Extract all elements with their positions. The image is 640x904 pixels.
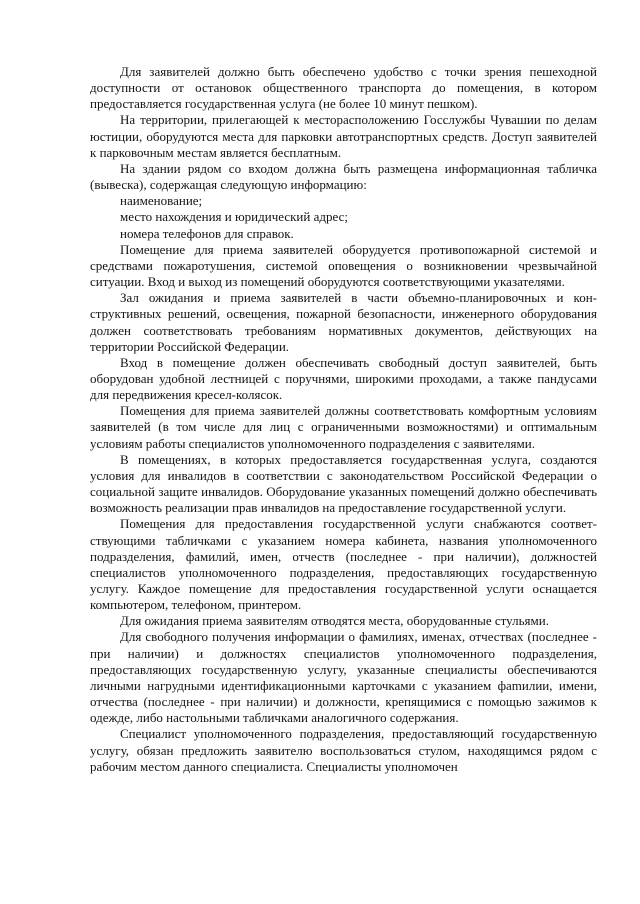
- paragraph-entrance: Вход в помещение должен обеспечивать свободный доступ заявителей, быть оборудован удобной лестницей с поручнями, широкими проходами, а также пандусами для передвижения кресел-колясок.: [90, 354, 597, 403]
- paragraph-comfort: Помещения для приема заявителей должны соответствовать комфортным условиям заявителей (в том числе для лиц с ограниченными возможностями) и оптимальным условиям работы специалистов уполномоченного подразделения с заявителями.: [90, 403, 597, 451]
- paragraph-fire-safety: Помещение для приема заявителей оборудуется противопожарной системой и средствами пожаротушения, системой оповещения о возникновении чрезвычайной ситуации. Вход и выход из помещений оборудуются соответствующими указателями.: [90, 241, 597, 290]
- paragraph-signage: Помещения для предоставления государственной услуги снабжаются соответствующими табличками с указанием номера кабинета, названия уполномоченного подразделения, фамилий, имен, отчеств (последнее - при наличии), должностей специалистов уполномоченного подразделения, предоставляющих государственную услугу. Каждое помещение для предоставления государственной услуги оснащается компьютером, телефоном, принтером.: [90, 516, 597, 613]
- list-item-phones: номера телефонов для справок.: [120, 225, 294, 241]
- document-page: [90, 64, 597, 775]
- paragraph-disabled-access: В помещениях, в которых предоставляется государственная услуга, создаются условия для инвалидов в соответствии с законодательством Российской Федерации о социальной защите инвалидов. Оборудование указанных помещений должно обеспечивать возможность реализации прав инвалидов на предоставление государственной услуги.: [90, 451, 597, 516]
- paragraph-accessibility: Для заявителей должно быть обеспечено удобство с точки зрения пешеходной доступности от остановок общественного транспорта до помещения, в котором предоставляется государственная услуга (не более 10 минут пешком).: [90, 64, 597, 112]
- list-item-name: наименование;: [120, 193, 203, 209]
- paragraph-parking: На территории, прилегающей к месторасположению Госслужбы Чувашии по делам юстиции, оборудуются места для парковки автотранспортных средств. Доступ заявителей к парковочным местам является бесплатным.: [90, 112, 597, 160]
- list-item-address: место нахождения и юридический адрес;: [120, 209, 348, 225]
- paragraph-waiting-hall: Зал ожидания и приема заявителей в части объемно-планировочных и конструктивных решений, освещения, пожарной безопасности, инженерного оборудования должен соответствовать требованиям нормативных документов, действующих на территории Российской Федерации.: [90, 290, 597, 354]
- paragraph-signboard: На здании рядом со входом должна быть размещена информационная табличка (вывеска), содержащая следующую информацию:: [90, 160, 597, 193]
- paragraph-seating: Для ожидания приема заявителям отводятся места, оборудованные стульями.: [120, 613, 549, 629]
- paragraph-id-cards: Для свободного получения информации о фамилиях, именах, отчествах (последнее - при наличии) и должностях специалистов уполномоченного подразделения, предоставляющих государственную услугу, указанные специалисты обеспечиваются личными нагрудными идентификационными карточками с указанием фаmилии, имени, отчества (последнее - при наличии) и должности, крепящимися с помощью зажимов к одежде, либо настольными табличками аналогичного содержания.: [90, 629, 597, 726]
- paragraph-specialist: Специалист уполномоченного подразделения, предоставляющий государственную услугу, обязан предложить заявителю воспользоваться стулом, находящимся рядом с рабочим местом данного специалиста. Специалисты уполномочен: [90, 726, 597, 774]
